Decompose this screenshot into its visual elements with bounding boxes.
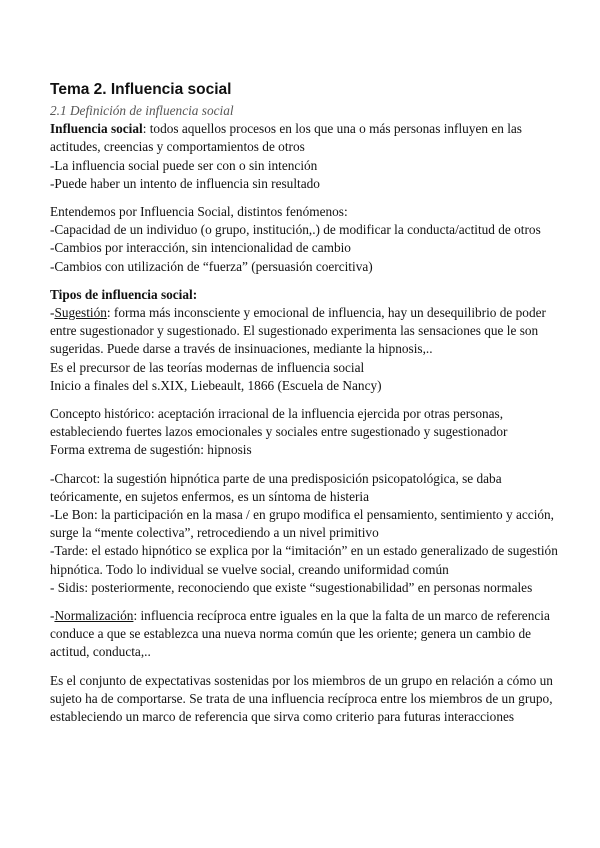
spacer bbox=[50, 460, 560, 470]
phenomena-item: -Cambios con utilización de “fuerza” (persuasión coercitiva) bbox=[50, 258, 373, 274]
author-item: -Le Bon: la participación en la masa / en grupo modifica el pensamiento, sentimiento y acción, surge la “mente colectiva”, retrocediendo a un nivel primitivo bbox=[50, 507, 555, 541]
author-item: -Charcot: la sugestión hipnótica parte de una predisposición psicopatológica, se daba teóricamente, en sujetos enfermos, es un síntoma de histeria bbox=[50, 470, 502, 504]
suggestion-term: Sugestión bbox=[54, 305, 107, 321]
historical-concept: Concepto histórico: aceptación irracional de la influencia ejercida por otras personas, estableciendo fuertes lazos emocionales y sociales entre sugestionado y sugestionador bbox=[50, 406, 508, 440]
spacer bbox=[50, 662, 560, 672]
phenomena-item: -Cambios por interacción, sin intencionalidad de cambio bbox=[50, 240, 351, 256]
definition-paragraph bbox=[50, 120, 560, 156]
suggestion-extra: Es el precursor de las teorías modernas de influencia social bbox=[50, 359, 365, 375]
definition-term: Influencia social bbox=[50, 121, 143, 137]
normalization-paragraph bbox=[50, 607, 560, 662]
types-heading bbox=[50, 286, 560, 304]
phenomena-intro: Entendemos por Influencia Social, distintos fenómenos: bbox=[50, 204, 348, 220]
definition-text: : todos aquellos procesos en los que una o más personas influyen en las actitudes, creencias y comportamientos de otros bbox=[50, 121, 522, 155]
definition-bullet: -La influencia social puede ser con o sin intención bbox=[50, 157, 318, 173]
expectations-paragraph: Es el conjunto de expectativas sostenidas por los miembros de un grupo en relación a cómo un sujeto ha de comportarse. Se trata de una influencia recíproca entre los miembros de un grupo, estableciendo un marco de referencia que sirva como criterio para futuras interacciones bbox=[50, 672, 553, 725]
page-title: Tema 2. Influencia social bbox=[50, 81, 232, 98]
author-item: -Tarde: el estado hipnótico se explica por la “imitación” en un estado generalizado de sugestión hipnótica. Todo lo individual se vuelve social, creando uniformidad común bbox=[50, 543, 558, 577]
suggestion-extra: Inicio a finales del s.XIX, Liebeault, 1866 (Escuela de Nancy) bbox=[50, 377, 382, 393]
suggestion-dash: - bbox=[50, 305, 55, 321]
section-subtitle: 2.1 Definición de influencia social bbox=[50, 103, 234, 118]
phenomena-item: -Capacidad de un individuo (o grupo, institución,.) de modificar la conducta/actitud de otros bbox=[50, 222, 541, 238]
suggestion-text: : forma más inconsciente y emocional de influencia, hay un desequilibrio de poder entre sugestionador y sugestionado. El sugestionado experimenta las sensaciones que le son sugeridas. Puede darse a través de insinuaciones, mediante la hipnosis,.. bbox=[50, 305, 546, 357]
normalization-term: Normalización bbox=[54, 608, 134, 624]
historical-extra: Forma extrema de sugestión: hipnosis bbox=[50, 442, 252, 458]
types-heading-text: Tipos de influencia social: bbox=[50, 286, 198, 302]
suggestion-paragraph bbox=[50, 304, 560, 359]
normalization-dash: - bbox=[50, 608, 55, 624]
spacer bbox=[50, 193, 560, 203]
definition-bullet: -Puede haber un intento de influencia sin resultado bbox=[50, 175, 320, 191]
spacer bbox=[50, 597, 560, 607]
document-content bbox=[50, 80, 560, 726]
spacer bbox=[50, 276, 560, 286]
author-item: - Sidis: posteriormente, reconociendo que existe “sugestionabilidad” en personas normales bbox=[50, 579, 533, 595]
spacer bbox=[50, 395, 560, 405]
normalization-text: : influencia recíproca entre iguales en la que la falta de un marco de referencia conduce a que se establezca una nueva norma común que les oriente; genera un cambio de actitud, conducta,.. bbox=[50, 608, 550, 660]
